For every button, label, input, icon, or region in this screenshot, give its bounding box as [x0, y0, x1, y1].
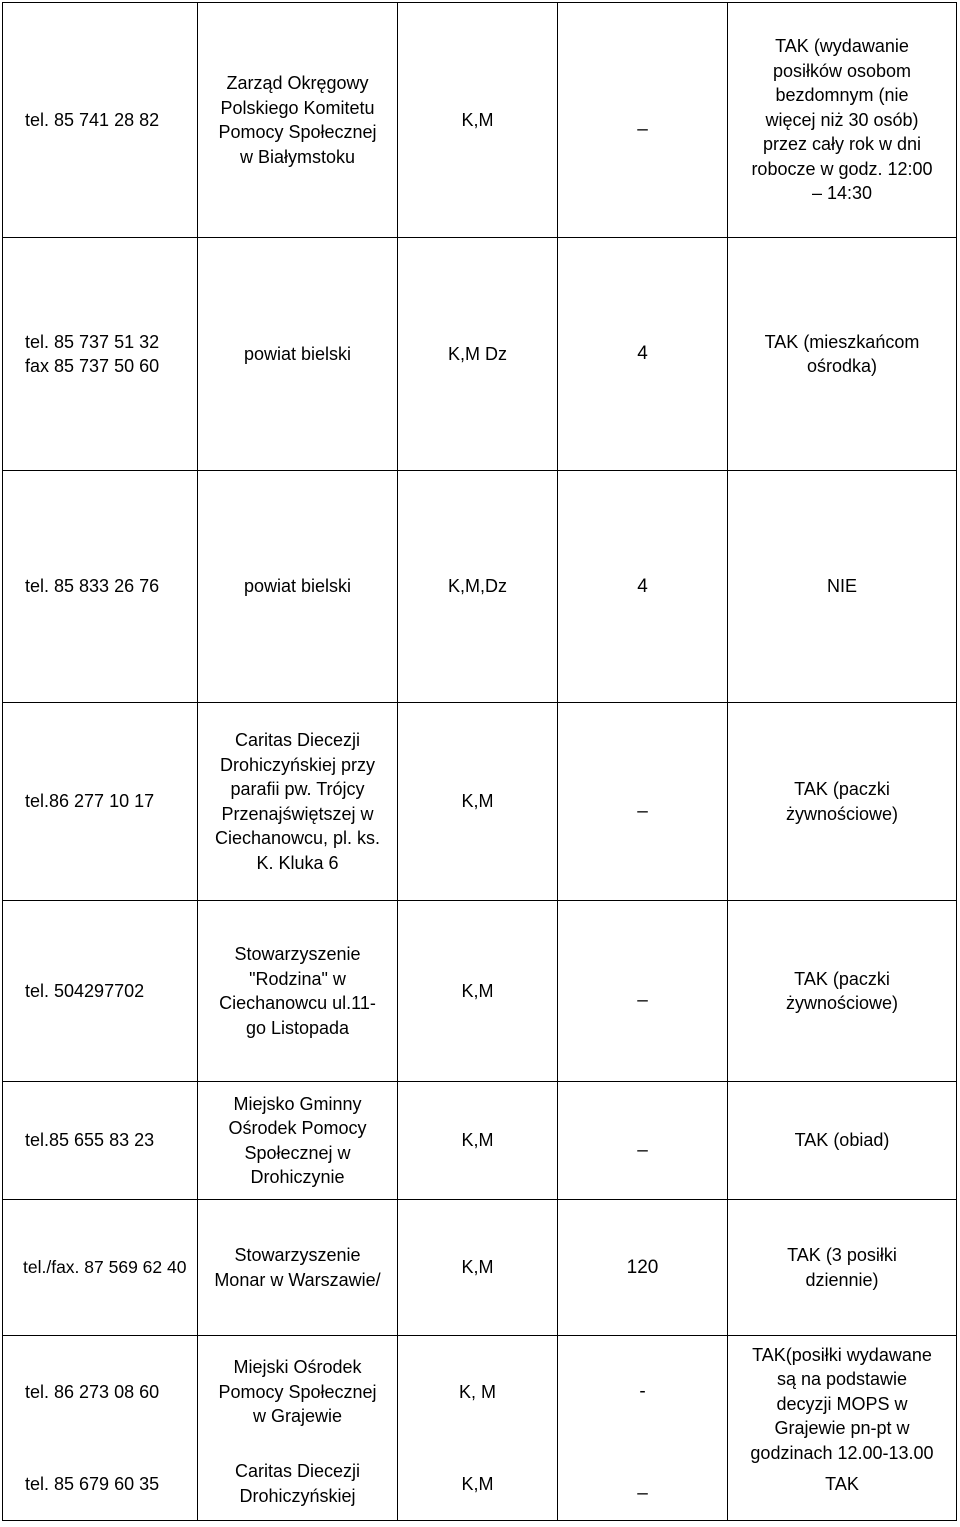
capacity-cell: - — [558, 1336, 728, 1448]
institution-cell: Miejsko Gminny Ośrodek Pomocy Społecznej w Drohiczynie — [198, 1082, 398, 1200]
meals-cell: TAK (paczki żywnościowe) — [728, 703, 957, 901]
table-row — [3, 3, 957, 238]
meals-cell: TAK (paczki żywnościowe) — [728, 901, 957, 1082]
capacity-cell: – — [558, 1448, 728, 1521]
capacity-cell: – — [558, 3, 728, 238]
meals-cell: TAK (obiad) — [728, 1082, 957, 1200]
institution-cell: Caritas Diecezji Drohiczyńskiej przy parafii pw. Trójcy Przenajświętszej w Ciechanowcu, pl. ks. K. Kluka 6 — [198, 703, 398, 901]
shelter-table — [2, 2, 957, 1521]
contact-cell: tel.86 277 10 17 — [3, 703, 198, 901]
contact-cell: tel./fax. 87 569 62 40 — [3, 1200, 198, 1336]
meals-cell: TAK (wydawanie posiłków osobom bezdomnym (nie więcej niż 30 osób) przez cały rok w dni robocze w godz. 12:00 – 14:30 — [728, 3, 957, 238]
institution-cell: powiat bielski — [198, 471, 398, 703]
institution-cell: Stowarzyszenie Monar w Warszawie/ — [198, 1200, 398, 1336]
meals-cell: NIE — [728, 471, 957, 703]
table-row — [3, 471, 957, 703]
target-group-cell: K,M Dz — [398, 238, 558, 471]
capacity-cell: 4 — [558, 238, 728, 471]
institution-cell: Miejski Ośrodek Pomocy Społecznej w Grajewie — [198, 1336, 398, 1448]
target-group-cell: K,M — [398, 901, 558, 1082]
target-group-cell: K, M — [398, 1336, 558, 1448]
capacity-cell: – — [558, 703, 728, 901]
institution-cell: Caritas Diecezji Drohiczyńskiej — [198, 1448, 398, 1521]
target-group-cell: K,M,Dz — [398, 471, 558, 703]
meals-cell: TAK (3 posiłki dziennie) — [728, 1200, 957, 1336]
table-row — [3, 1200, 957, 1336]
institution-cell: powiat bielski — [198, 238, 398, 471]
contact-cell: tel. 85 679 60 35 — [3, 1448, 198, 1521]
contact-cell: tel.85 655 83 23 — [3, 1082, 198, 1200]
contact-cell: tel. 85 741 28 82 — [3, 3, 198, 238]
target-group-cell: K,M — [398, 1200, 558, 1336]
meals-cell: TAK — [728, 1448, 957, 1521]
capacity-cell: – — [558, 901, 728, 1082]
table-row — [3, 703, 957, 901]
meals-cell: TAK(posiłki wydawane są na podstawie decyzji MOPS w Grajewie pn-pt w godzinach 12.00-13.00 — [728, 1336, 957, 1448]
contact-cell: tel. 85 833 26 76 — [3, 471, 198, 703]
institution-cell: Zarząd Okręgowy Polskiego Komitetu Pomocy Społecznej w Białymstoku — [198, 3, 398, 238]
target-group-cell: K,M — [398, 703, 558, 901]
table-row — [3, 238, 957, 471]
capacity-cell: 4 — [558, 471, 728, 703]
table-row — [3, 1082, 957, 1200]
table-row — [3, 1336, 957, 1448]
contact-cell: tel. 85 737 51 32 fax 85 737 50 60 — [3, 238, 198, 471]
target-group-cell: K,M — [398, 3, 558, 238]
target-group-cell: K,M — [398, 1082, 558, 1200]
table-row — [3, 901, 957, 1082]
capacity-cell: – — [558, 1082, 728, 1200]
contact-cell: tel. 504297702 — [3, 901, 198, 1082]
target-group-cell: K,M — [398, 1448, 558, 1521]
institution-cell: Stowarzyszenie "Rodzina" w Ciechanowcu ul.11- go Listopada — [198, 901, 398, 1082]
capacity-cell: 120 — [558, 1200, 728, 1336]
meals-cell: TAK (mieszkańcom ośrodka) — [728, 238, 957, 471]
contact-cell: tel. 86 273 08 60 — [3, 1336, 198, 1448]
